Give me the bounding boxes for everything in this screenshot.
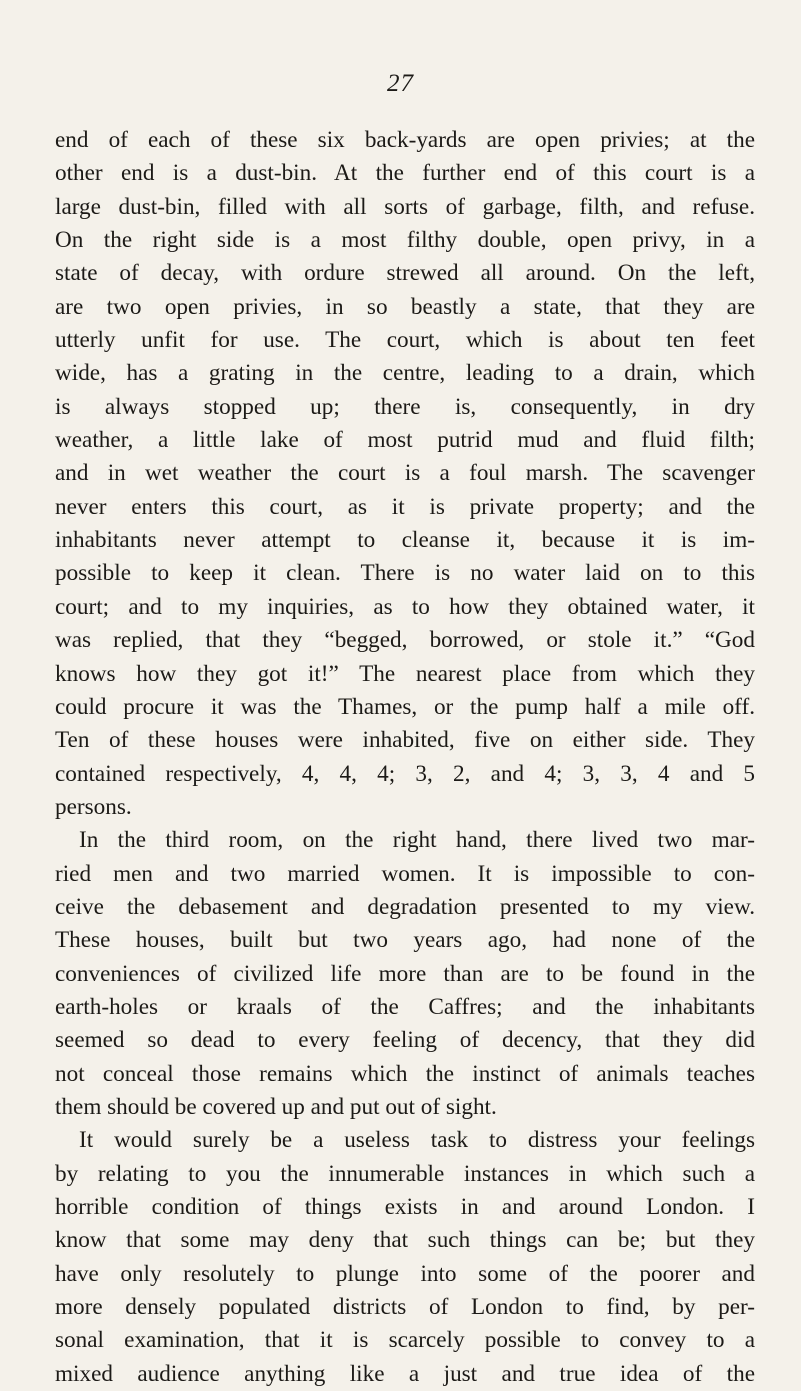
text-line: could procure it was the Thames, or the pump half a mile off. xyxy=(55,693,755,720)
text-line: was replied, that they “begged, borrowed, or stole it.” “God xyxy=(55,627,755,654)
text-line: These houses, built but two years ago, had none of the xyxy=(55,927,755,954)
text-line: contained respectively, 4, 4, 4; 3, 2, and 4; 3, 3, 4 and 5 xyxy=(55,760,755,787)
text-line: On the right side is a most filthy double, open privy, in a xyxy=(55,227,755,254)
text-line: mixed audience anything like a just and true idea of the xyxy=(55,1360,755,1387)
text-line: court; and to my inquiries, as to how they obtained water, it xyxy=(55,593,755,620)
text-line: other end is a dust-bin. At the further end of this court is a xyxy=(55,160,755,187)
text-line: persons. xyxy=(55,793,132,820)
text-line: In the third room, on the right hand, there lived two mar- xyxy=(79,827,755,854)
text-line: sonal examination, that it is scarcely possible to convey to a xyxy=(55,1327,755,1354)
text-line: large dust-bin, filled with all sorts of garbage, filth, and refuse. xyxy=(55,193,755,220)
text-line: by relating to you the innumerable instances in which such a xyxy=(55,1160,755,1187)
text-line: them should be covered up and put out of sight. xyxy=(55,1093,497,1120)
text-line: earth-holes or kraals of the Caffres; and the inhabitants xyxy=(55,993,755,1020)
text-line: weather, a little lake of most putrid mud and fluid filth; xyxy=(55,427,755,454)
text-line: utterly unfit for use. The court, which is about ten feet xyxy=(55,327,755,354)
text-line: not conceal those remains which the instinct of animals teaches xyxy=(55,1060,755,1087)
text-line: never enters this court, as it is private property; and the xyxy=(55,493,755,520)
text-line: wide, has a grating in the centre, leading to a drain, which xyxy=(55,360,755,387)
text-line: ried men and two married women. It is impossible to con- xyxy=(55,860,755,887)
text-line: Ten of these houses were inhabited, five on either side. They xyxy=(55,727,755,754)
text-line: are two open privies, in so beastly a state, that they are xyxy=(55,293,755,320)
text-line: more densely populated districts of London to find, by per- xyxy=(55,1294,755,1321)
text-line: knows how they got it!” The nearest place from which they xyxy=(55,660,755,687)
text-line: It would surely be a useless task to distress your feelings xyxy=(79,1127,755,1154)
text-line: possible to keep it clean. There is no water laid on to this xyxy=(55,560,755,587)
text-line: inhabitants never attempt to cleanse it, because it is im- xyxy=(55,527,755,554)
text-line: conveniences of civilized life more than are to be found in the xyxy=(55,960,755,987)
text-line: have only resolutely to plunge into some of the poorer and xyxy=(55,1260,755,1287)
text-line: ceive the debasement and degradation presented to my view. xyxy=(55,893,755,920)
text-line: seemed so dead to every feeling of decency, that they did xyxy=(55,1027,755,1054)
text-line: state of decay, with ordure strewed all around. On the left, xyxy=(55,260,755,287)
text-line: is always stopped up; there is, consequently, in dry xyxy=(55,393,755,420)
text-line: know that some may deny that such things can be; but they xyxy=(55,1227,755,1254)
text-line: horrible condition of things exists in and around London. I xyxy=(55,1194,755,1220)
body-text xyxy=(55,124,755,1391)
page-number: 27 xyxy=(387,70,414,97)
text-line: end of each of these six back-yards are open privies; at the xyxy=(55,127,755,153)
text-line: and in wet weather the court is a foul marsh. The scavenger xyxy=(55,460,755,487)
